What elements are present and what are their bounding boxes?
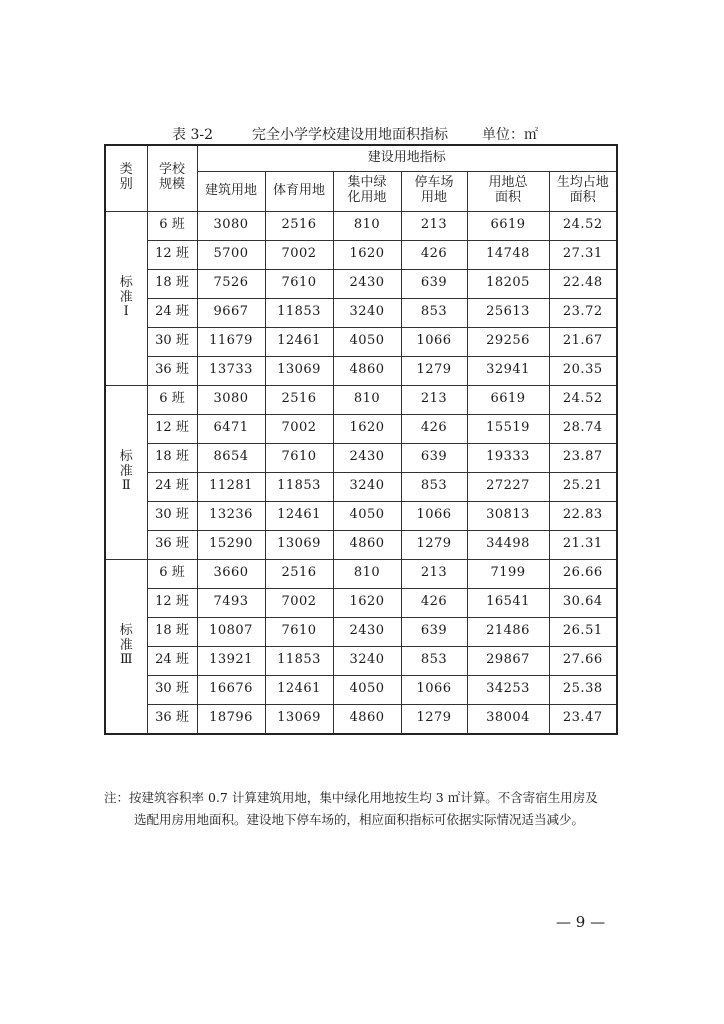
header-school-size: 学校规模 bbox=[147, 145, 197, 211]
category-char: 标 bbox=[119, 448, 133, 464]
value-cell: 27227 bbox=[467, 472, 549, 501]
value-cell: 25.38 bbox=[549, 675, 617, 704]
value-cell: 13733 bbox=[197, 356, 265, 385]
category-cell bbox=[105, 211, 147, 385]
value-cell: 213 bbox=[401, 211, 467, 240]
school-size-cell: 24 班 bbox=[147, 298, 197, 327]
value-cell: 3660 bbox=[197, 559, 265, 588]
header-category: 类别 bbox=[105, 145, 147, 211]
school-size-cell: 12 班 bbox=[147, 414, 197, 443]
value-cell: 3240 bbox=[333, 646, 401, 675]
category-cell bbox=[105, 559, 147, 734]
value-cell: 1620 bbox=[333, 414, 401, 443]
value-cell: 10807 bbox=[197, 617, 265, 646]
header-col-3: 停车场用地 bbox=[401, 171, 467, 211]
value-cell: 2430 bbox=[333, 443, 401, 472]
category-char: 准 bbox=[119, 463, 133, 479]
header-col-4: 用地总面积 bbox=[467, 171, 549, 211]
value-cell: 34253 bbox=[467, 675, 549, 704]
value-cell: 32941 bbox=[467, 356, 549, 385]
school-size-cell: 6 班 bbox=[147, 559, 197, 588]
school-size-cell: 30 班 bbox=[147, 675, 197, 704]
table-row bbox=[105, 356, 617, 385]
header-col-2: 集中绿化用地 bbox=[333, 171, 401, 211]
table-note bbox=[104, 787, 644, 831]
category-char: Ⅱ bbox=[121, 478, 131, 494]
value-cell: 4050 bbox=[333, 675, 401, 704]
school-size-cell: 12 班 bbox=[147, 240, 197, 269]
value-cell: 7610 bbox=[265, 617, 333, 646]
school-size-cell: 18 班 bbox=[147, 269, 197, 298]
category-char: Ⅲ bbox=[119, 652, 133, 668]
category-char: Ⅰ bbox=[123, 304, 129, 320]
value-cell: 11853 bbox=[265, 646, 333, 675]
value-cell: 639 bbox=[401, 443, 467, 472]
value-cell: 3240 bbox=[333, 298, 401, 327]
value-cell: 23.47 bbox=[549, 704, 617, 734]
value-cell: 3240 bbox=[333, 472, 401, 501]
value-cell: 25613 bbox=[467, 298, 549, 327]
value-cell: 29867 bbox=[467, 646, 549, 675]
value-cell: 4050 bbox=[333, 327, 401, 356]
value-cell: 639 bbox=[401, 617, 467, 646]
school-size-cell: 6 班 bbox=[147, 385, 197, 414]
value-cell: 426 bbox=[401, 240, 467, 269]
value-cell: 7002 bbox=[265, 588, 333, 617]
value-cell: 1279 bbox=[401, 530, 467, 559]
note-line-1: 注：按建筑容积率 0.7 计算建筑用地，集中绿化用地按生均 3 ㎡计算。不含寄宿生用房及 bbox=[104, 790, 598, 805]
value-cell: 13236 bbox=[197, 501, 265, 530]
value-cell: 1279 bbox=[401, 704, 467, 734]
value-cell: 853 bbox=[401, 646, 467, 675]
school-size-cell: 30 班 bbox=[147, 501, 197, 530]
value-cell: 2430 bbox=[333, 617, 401, 646]
table-row bbox=[105, 443, 617, 472]
value-cell: 20.35 bbox=[549, 356, 617, 385]
table-row bbox=[105, 414, 617, 443]
value-cell: 6619 bbox=[467, 385, 549, 414]
table-row bbox=[105, 530, 617, 559]
table-row bbox=[105, 617, 617, 646]
value-cell: 213 bbox=[401, 559, 467, 588]
value-cell: 4860 bbox=[333, 530, 401, 559]
category-char: 标 bbox=[119, 274, 133, 290]
value-cell: 30813 bbox=[467, 501, 549, 530]
school-size-cell: 6 班 bbox=[147, 211, 197, 240]
value-cell: 639 bbox=[401, 269, 467, 298]
value-cell: 1620 bbox=[333, 588, 401, 617]
school-size-cell: 12 班 bbox=[147, 588, 197, 617]
table-row bbox=[105, 211, 617, 240]
value-cell: 18796 bbox=[197, 704, 265, 734]
value-cell: 21.31 bbox=[549, 530, 617, 559]
value-cell: 27.31 bbox=[549, 240, 617, 269]
value-cell: 38004 bbox=[467, 704, 549, 734]
value-cell: 1620 bbox=[333, 240, 401, 269]
value-cell: 15290 bbox=[197, 530, 265, 559]
value-cell: 22.48 bbox=[549, 269, 617, 298]
value-cell: 16676 bbox=[197, 675, 265, 704]
table-row bbox=[105, 646, 617, 675]
value-cell: 12461 bbox=[265, 675, 333, 704]
value-cell: 7199 bbox=[467, 559, 549, 588]
value-cell: 4860 bbox=[333, 356, 401, 385]
value-cell: 24.52 bbox=[549, 385, 617, 414]
value-cell: 13921 bbox=[197, 646, 265, 675]
value-cell: 21486 bbox=[467, 617, 549, 646]
value-cell: 25.21 bbox=[549, 472, 617, 501]
table-row bbox=[105, 385, 617, 414]
header-col-0: 建筑用地 bbox=[197, 171, 265, 211]
value-cell: 6619 bbox=[467, 211, 549, 240]
value-cell: 4050 bbox=[333, 501, 401, 530]
table-row bbox=[105, 472, 617, 501]
school-size-cell: 24 班 bbox=[147, 472, 197, 501]
table-row bbox=[105, 298, 617, 327]
value-cell: 24.52 bbox=[549, 211, 617, 240]
category-char: 准 bbox=[119, 289, 133, 305]
table-number: 表 3-2 bbox=[172, 127, 213, 143]
value-cell: 7002 bbox=[265, 240, 333, 269]
school-size-cell: 36 班 bbox=[147, 356, 197, 385]
header-col-5: 生均占地面积 bbox=[549, 171, 617, 211]
value-cell: 22.83 bbox=[549, 501, 617, 530]
value-cell: 11281 bbox=[197, 472, 265, 501]
value-cell: 853 bbox=[401, 298, 467, 327]
table-row bbox=[105, 559, 617, 588]
table-row bbox=[105, 501, 617, 530]
value-cell: 16541 bbox=[467, 588, 549, 617]
value-cell: 23.72 bbox=[549, 298, 617, 327]
value-cell: 2516 bbox=[265, 211, 333, 240]
value-cell: 34498 bbox=[467, 530, 549, 559]
page-number: — 9 — bbox=[556, 913, 606, 931]
value-cell: 7002 bbox=[265, 414, 333, 443]
value-cell: 810 bbox=[333, 559, 401, 588]
table-row bbox=[105, 588, 617, 617]
table-row bbox=[105, 675, 617, 704]
value-cell: 13069 bbox=[265, 704, 333, 734]
school-size-cell: 30 班 bbox=[147, 327, 197, 356]
value-cell: 30.64 bbox=[549, 588, 617, 617]
value-cell: 3080 bbox=[197, 385, 265, 414]
value-cell: 6471 bbox=[197, 414, 265, 443]
value-cell: 7610 bbox=[265, 443, 333, 472]
value-cell: 810 bbox=[333, 385, 401, 414]
value-cell: 2430 bbox=[333, 269, 401, 298]
value-cell: 1066 bbox=[401, 675, 467, 704]
value-cell: 810 bbox=[333, 211, 401, 240]
value-cell: 4860 bbox=[333, 704, 401, 734]
value-cell: 13069 bbox=[265, 356, 333, 385]
value-cell: 7610 bbox=[265, 269, 333, 298]
note-line-2: 选配用房用地面积。建设地下停车场的，相应面积指标可依据实际情况适当减少。 bbox=[134, 812, 585, 827]
school-size-cell: 36 班 bbox=[147, 704, 197, 734]
value-cell: 23.87 bbox=[549, 443, 617, 472]
category-cell bbox=[105, 385, 147, 559]
value-cell: 1066 bbox=[401, 501, 467, 530]
header-group: 建设用地指标 bbox=[197, 145, 617, 171]
value-cell: 426 bbox=[401, 588, 467, 617]
table-row bbox=[105, 704, 617, 734]
value-cell: 27.66 bbox=[549, 646, 617, 675]
value-cell: 5700 bbox=[197, 240, 265, 269]
land-area-table bbox=[104, 144, 618, 735]
table-row bbox=[105, 240, 617, 269]
value-cell: 11679 bbox=[197, 327, 265, 356]
table-unit: 单位：㎡ bbox=[482, 127, 538, 143]
value-cell: 28.74 bbox=[549, 414, 617, 443]
school-size-cell: 24 班 bbox=[147, 646, 197, 675]
table-caption bbox=[172, 124, 592, 144]
value-cell: 21.67 bbox=[549, 327, 617, 356]
value-cell: 213 bbox=[401, 385, 467, 414]
value-cell: 1066 bbox=[401, 327, 467, 356]
value-cell: 26.51 bbox=[549, 617, 617, 646]
value-cell: 7526 bbox=[197, 269, 265, 298]
value-cell: 12461 bbox=[265, 501, 333, 530]
school-size-cell: 36 班 bbox=[147, 530, 197, 559]
value-cell: 26.66 bbox=[549, 559, 617, 588]
header-col-1: 体育用地 bbox=[265, 171, 333, 211]
value-cell: 9667 bbox=[197, 298, 265, 327]
value-cell: 11853 bbox=[265, 472, 333, 501]
value-cell: 8654 bbox=[197, 443, 265, 472]
value-cell: 853 bbox=[401, 472, 467, 501]
category-char: 准 bbox=[119, 637, 133, 653]
value-cell: 2516 bbox=[265, 385, 333, 414]
value-cell: 12461 bbox=[265, 327, 333, 356]
table-row bbox=[105, 327, 617, 356]
table-row bbox=[105, 269, 617, 298]
table-title: 完全小学学校建设用地面积指标 bbox=[252, 127, 448, 143]
value-cell: 19333 bbox=[467, 443, 549, 472]
value-cell: 1279 bbox=[401, 356, 467, 385]
value-cell: 18205 bbox=[467, 269, 549, 298]
school-size-cell: 18 班 bbox=[147, 617, 197, 646]
value-cell: 29256 bbox=[467, 327, 549, 356]
value-cell: 426 bbox=[401, 414, 467, 443]
school-size-cell: 18 班 bbox=[147, 443, 197, 472]
value-cell: 3080 bbox=[197, 211, 265, 240]
value-cell: 11853 bbox=[265, 298, 333, 327]
category-char: 标 bbox=[119, 622, 133, 638]
value-cell: 2516 bbox=[265, 559, 333, 588]
value-cell: 14748 bbox=[467, 240, 549, 269]
value-cell: 13069 bbox=[265, 530, 333, 559]
value-cell: 7493 bbox=[197, 588, 265, 617]
value-cell: 15519 bbox=[467, 414, 549, 443]
